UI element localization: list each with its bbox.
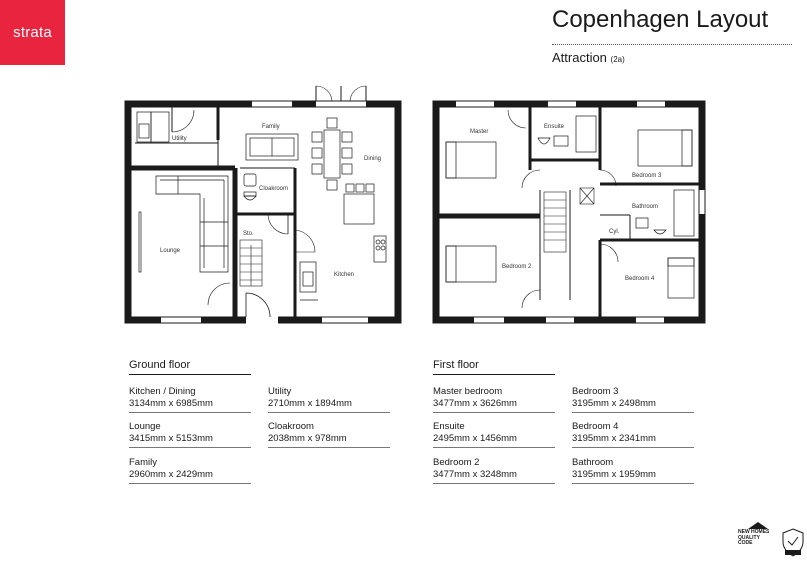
room-entry: Master bedroom 3477mm x 3626mm (433, 386, 555, 413)
ground-floor-plan (128, 86, 398, 325)
page-title: Copenhagen Layout (552, 6, 769, 33)
room-label-family: Family (262, 124, 280, 130)
room-entry: Bedroom 3 3195mm x 2498mm (572, 386, 694, 413)
house-type-subtitle: Attraction (2a) (552, 50, 625, 65)
room-label-master: Master (470, 129, 489, 135)
room-entry: Bathroom 3195mm x 1959mm (572, 457, 694, 484)
room-entry: Bedroom 4 3195mm x 2341mm (572, 421, 694, 448)
first-floor-heading: First floor (433, 359, 555, 375)
room-label-bedroom4: Bedroom 4 (625, 276, 655, 282)
room-label-cloakroom: Cloakroom (259, 186, 289, 192)
ground-floor-heading: Ground floor (129, 359, 251, 375)
nhos-shield-icon (782, 528, 804, 558)
room-entry: Kitchen / Dining 3134mm x 6985mm (129, 386, 251, 413)
room-label-kitchen: Kitchen (334, 272, 355, 278)
room-label-bathroom: Bathroom (632, 204, 659, 210)
room-entry: Cloakroom 2038mm x 978mm (268, 421, 390, 448)
room-label-lounge: Lounge (160, 248, 181, 254)
nhqc-badge: NEW HOMES QUALITY CODE (738, 529, 770, 546)
room-label-cyl: Cyl. (609, 229, 620, 235)
room-label-ensuite: Ensuite (544, 124, 565, 130)
room-entry: Family 2960mm x 2429mm (129, 457, 251, 484)
room-entry: Bedroom 2 3477mm x 3248mm (433, 457, 555, 484)
room-label-bedroom3: Bedroom 3 (632, 173, 662, 179)
strata-logo: strata (0, 0, 65, 65)
room-entry: Utility 2710mm x 1894mm (268, 386, 390, 413)
room-entry: Lounge 3415mm x 5153mm (129, 421, 251, 448)
room-label-dining: Dining (364, 156, 382, 162)
room-label-store: Sto. (243, 231, 254, 237)
room-label-bedroom2: Bedroom 2 (502, 264, 532, 270)
room-entry: Ensuite 2495mm x 1456mm (433, 421, 555, 448)
room-label-utility: Utility (172, 136, 187, 142)
nhqc-house-icon (748, 522, 768, 529)
